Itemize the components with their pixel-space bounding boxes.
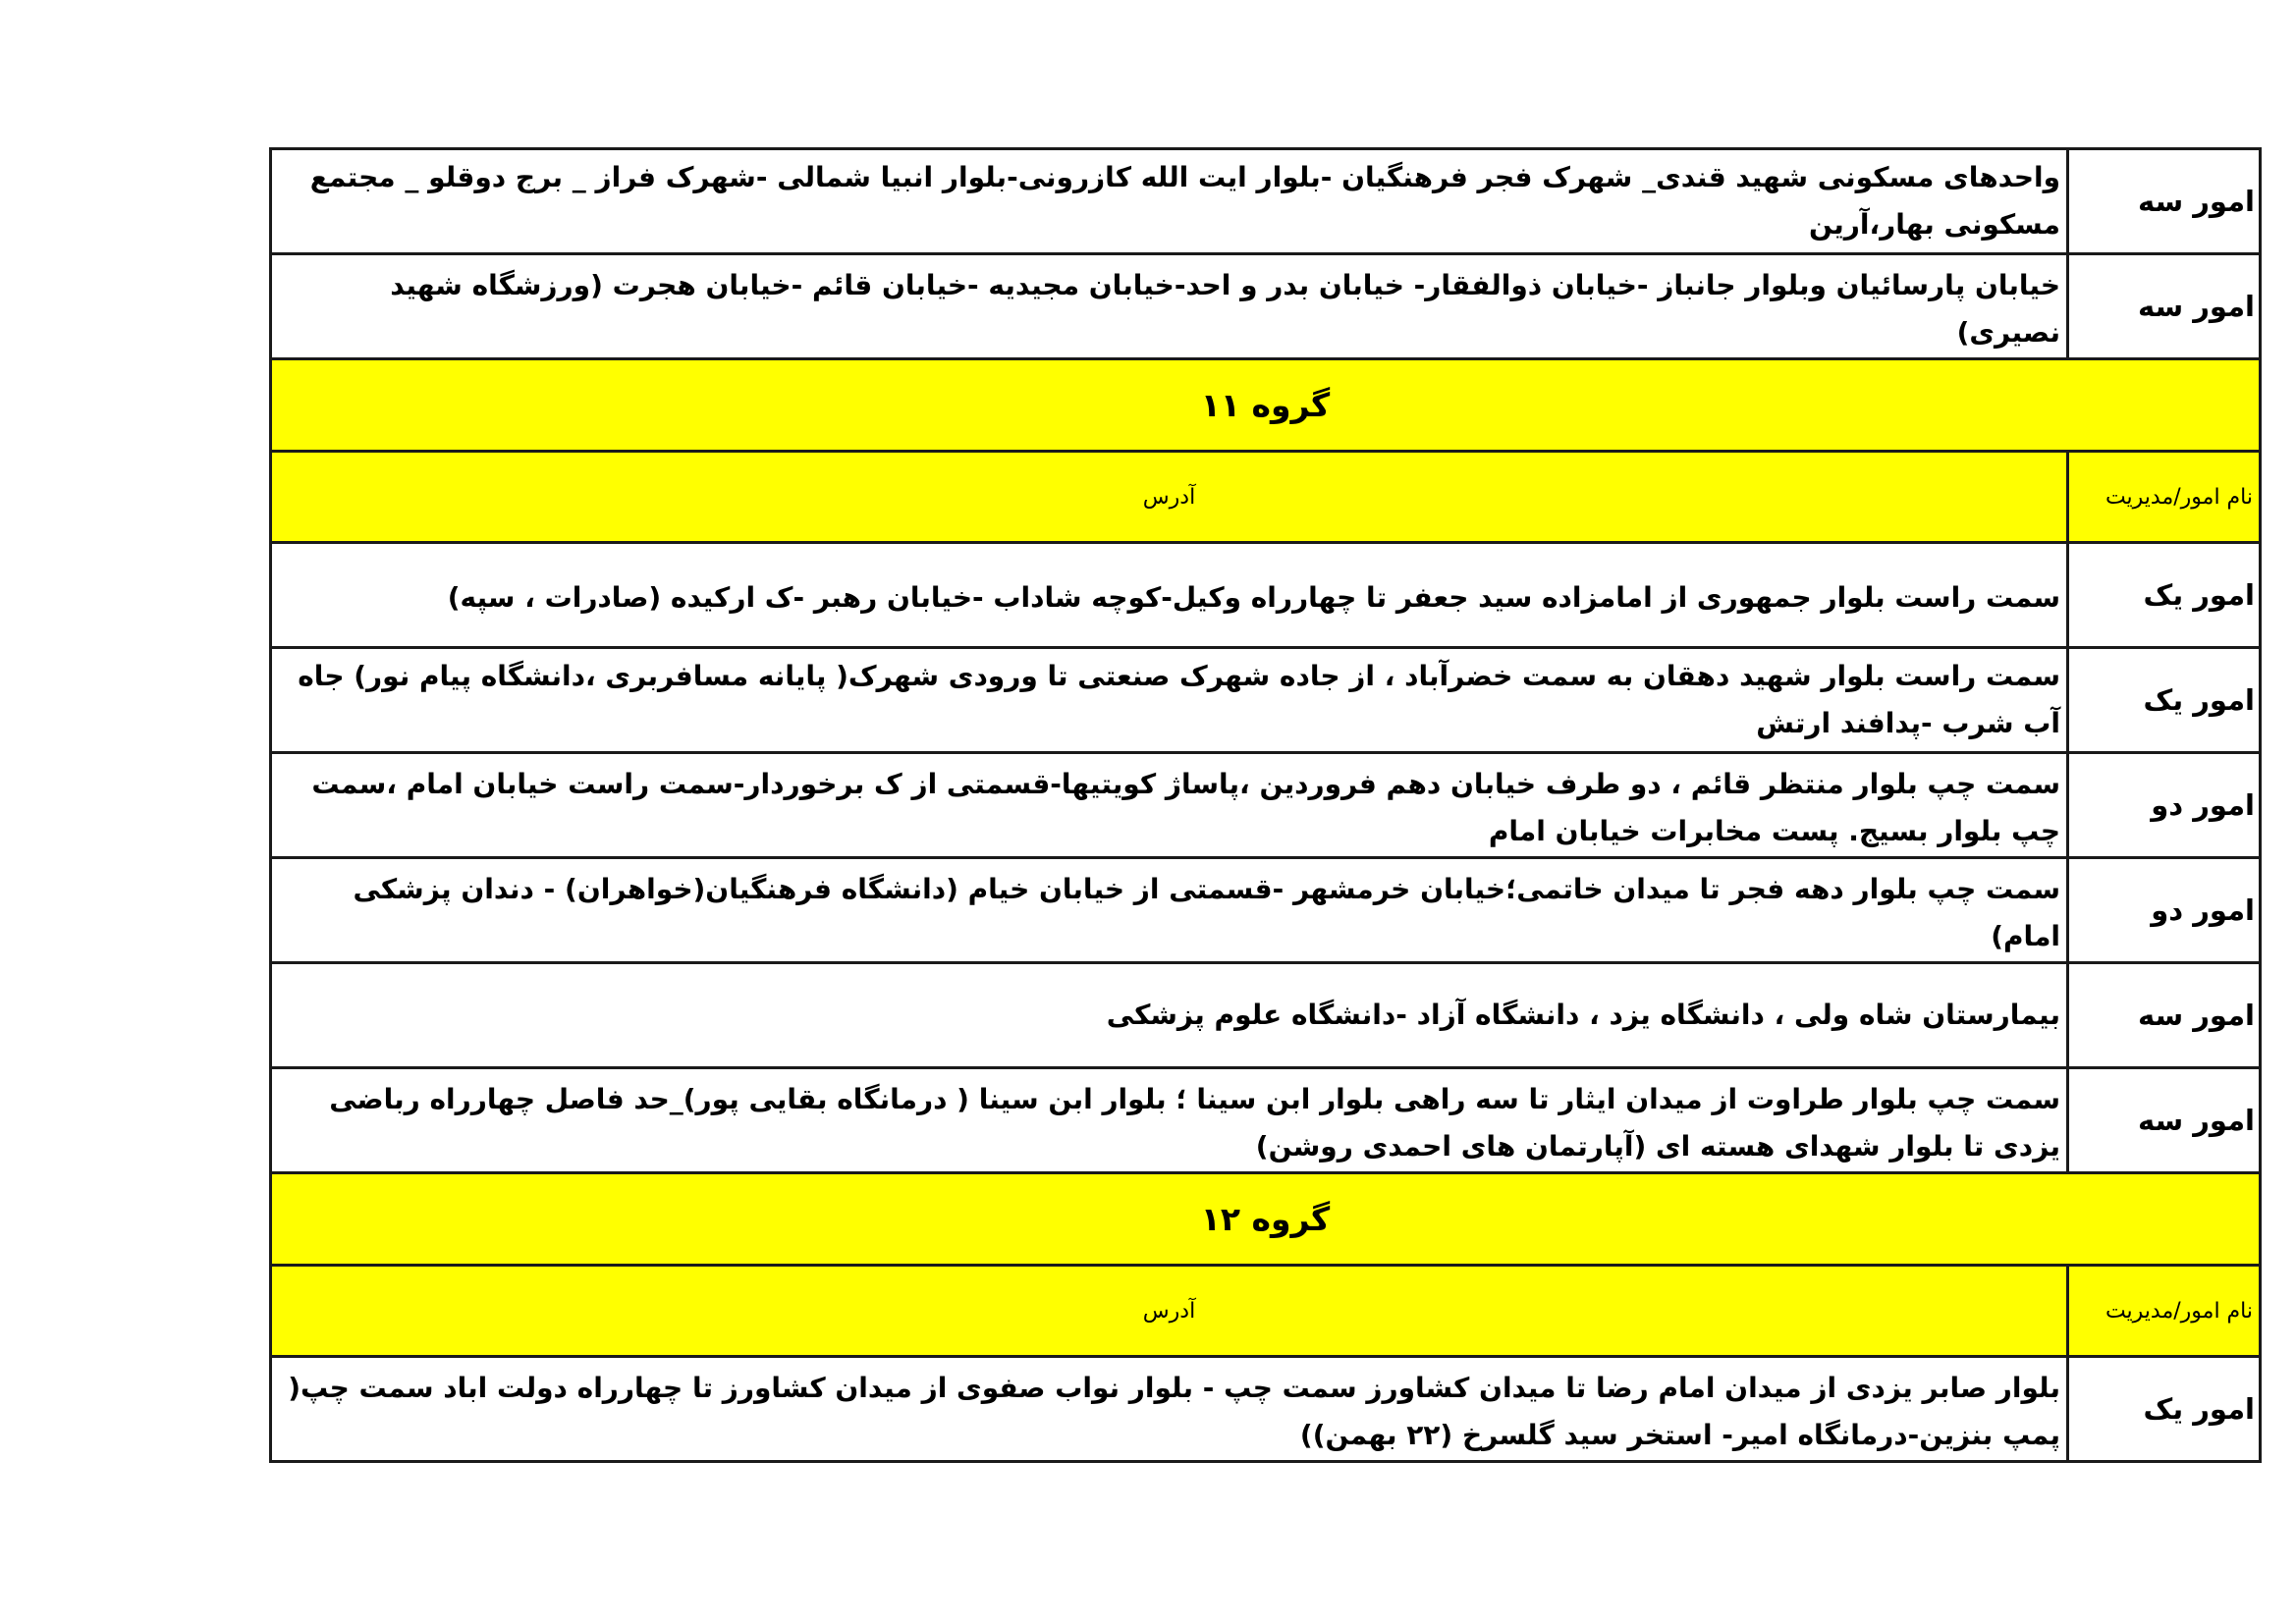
management-cell: امور یک [2068,648,2261,753]
table-row [271,1068,2261,1173]
management-cell: امور دو [2068,858,2261,963]
header-row [271,452,2261,543]
address-cell: خیابان پارسائیان وبلوار جانباز -خیابان ذوالفقار- خیابان بدر و احد-خیابان مجیدیه -خیابان قائم -خیابان هجرت (ورزشگاه شهید نصیری) [271,254,2068,359]
address-column-header: آدرس [271,452,2068,543]
table-row [271,1357,2261,1462]
table-row [271,149,2261,254]
group-title: گروه ۱۱ [271,359,2261,452]
address-cell: سمت چپ بلوار طراوت از میدان ایثار تا سه راهی بلوار ابن سینا ؛ بلوار ابن سینا ( درمانگاه بقایی پور)_حد فاصل چهارراه رباضی یزدی تا بلوار شهدای هسته ای (آپارتمان های احمدی روشن) [271,1068,2068,1173]
table-row [271,543,2261,648]
management-column-header: نام امور/مدیریت [2068,1266,2261,1357]
table-row [271,254,2261,359]
group-row [271,359,2261,452]
management-cell: امور دو [2068,753,2261,858]
address-table [269,147,2262,1463]
address-cell: سمت چپ بلوار منتظر قائم ، دو طرف خیابان دهم فروردین ،پاساژ کویتیها-قسمتی از ک برخوردار-سمت راست خیابان امام ،سمت چپ بلوار بسیج. پست مخابرات خیابان امام [271,753,2068,858]
management-cell: امور سه [2068,149,2261,254]
table-row [271,648,2261,753]
address-cell: سمت چپ بلوار دهه فجر تا میدان خاتمی؛خیابان خرمشهر -قسمتی از خیابان خیام (دانشگاه فرهنگیان(خواهران) - دندان پزشکی امام) [271,858,2068,963]
management-cell: امور سه [2068,963,2261,1068]
group-row [271,1173,2261,1266]
address-cell: واحدهای مسکونی شهید قندی_ شهرک فجر فرهنگیان -بلوار ایت الله کازرونی-بلوار انبیا شمالی -شهرک فراز _ برج دوقلو _ مجتمع مسکونی بهار،آرین [271,149,2068,254]
address-cell: بلوار صابر یزدی از میدان امام رضا تا میدان کشاورز سمت چپ - بلوار نواب صفوی از میدان کشاورز تا چهارراه دولت اباد سمت چپ( پمپ بنزین-درمانگاه امیر- استخر سید گلسرخ (۲۲ بهمن)) [271,1357,2068,1462]
table-row [271,858,2261,963]
management-column-header: نام امور/مدیریت [2068,452,2261,543]
address-cell: سمت راست بلوار جمهوری از امامزاده سید جعفر تا چهارراه وکیل-کوچه شاداب -خیابان رهبر -ک ارکیده (صادرات ، سپه) [271,543,2068,648]
group-title: گروه ۱۲ [271,1173,2261,1266]
address-column-header: آدرس [271,1266,2068,1357]
table-row [271,963,2261,1068]
table-row [271,753,2261,858]
management-cell: امور سه [2068,254,2261,359]
management-cell: امور سه [2068,1068,2261,1173]
address-cell: سمت راست بلوار شهید دهقان به سمت خضرآباد ، از جاده شهرک صنعتی تا ورودی شهرک( پایانه مسافربری ،دانشگاه پیام نور) جاه آب شرب -پدافند ارتش [271,648,2068,753]
management-cell: امور یک [2068,543,2261,648]
header-row [271,1266,2261,1357]
management-cell: امور یک [2068,1357,2261,1462]
address-cell: بیمارستان شاه ولی ، دانشگاه یزد ، دانشگاه آزاد -دانشگاه علوم پزشکی [271,963,2068,1068]
